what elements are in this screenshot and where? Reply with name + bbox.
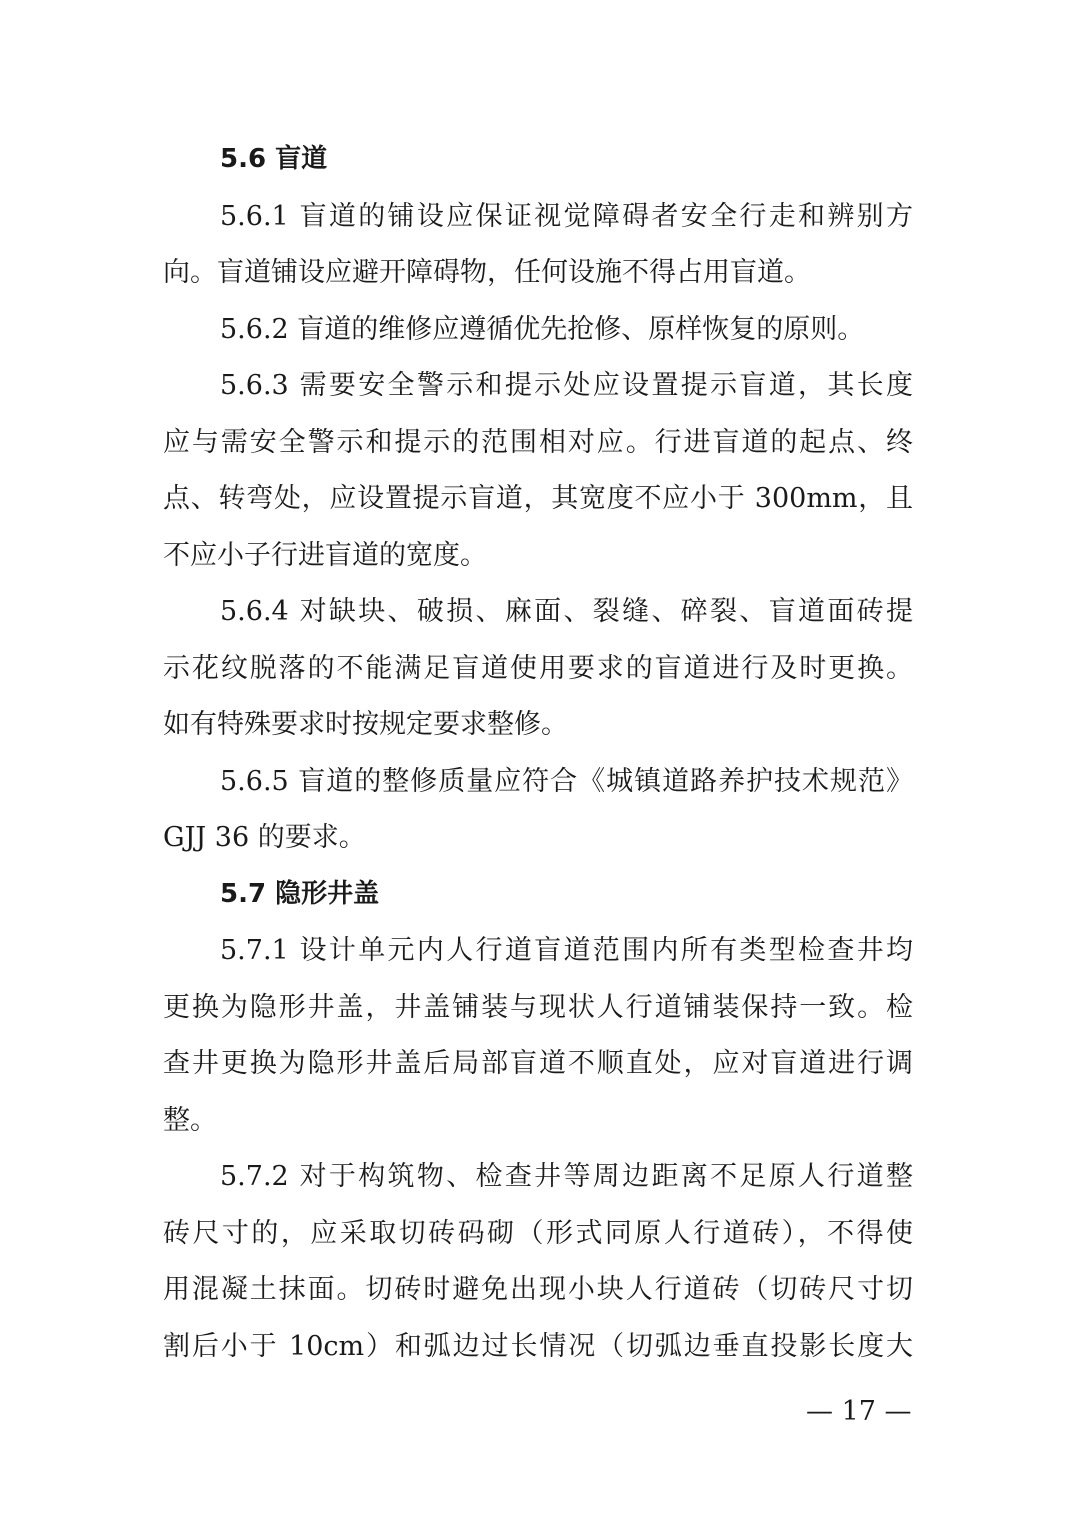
paragraph-line: 点、转弯处，应设置提示盲道，其宽度不应小于 300mm，且 bbox=[163, 483, 913, 514]
paragraph-line: 不应小子行进盲道的宽度。 bbox=[163, 539, 487, 571]
paragraph-line: 如有特殊要求时按规定要求整修。 bbox=[163, 709, 568, 740]
paragraph-line: 更换为隐形井盖，井盖铺装与现状人行道铺装保持一致。检 bbox=[163, 991, 913, 1023]
paragraph-line: 5.7.1 设计单元内人行道盲道范围内所有类型检查井均 bbox=[220, 935, 913, 966]
paragraph-line: 砖尺寸的，应采取切砖码砌（形式同原人行道砖），不得使 bbox=[163, 1217, 913, 1249]
paragraph-line: 用混凝土抹面。切砖时避免出现小块人行道砖（切砖尺寸切 bbox=[163, 1274, 913, 1305]
paragraph-line: 5.6.3 需要安全警示和提示处应设置提示盲道，其长度 bbox=[220, 370, 913, 401]
paragraph-line: 整。 bbox=[163, 1104, 217, 1136]
paragraph-line: 查井更换为隐形井盖后局部盲道不顺直处，应对盲道进行调 bbox=[163, 1048, 913, 1079]
section-heading: 5.6 盲道 bbox=[220, 144, 328, 174]
paragraph-line: 应与需安全警示和提示的范围相对应。行进盲道的起点、终 bbox=[163, 426, 913, 458]
paragraph-line: 5.6.5 盲道的整修质量应符合《城镇道路养护技术规范》 bbox=[220, 765, 913, 797]
document-body bbox=[163, 138, 913, 1381]
paragraph-line: 割后小于 10cm）和弧边过长情况（切弧边垂直投影长度大 bbox=[163, 1330, 913, 1362]
paragraph-line: 示花纹脱落的不能满足盲道使用要求的盲道进行及时更换。 bbox=[163, 652, 913, 684]
paragraph-line: 5.7.2 对于构筑物、检查井等周边距离不足原人行道整 bbox=[220, 1161, 913, 1192]
paragraph-line: 向。盲道铺设应避开障碍物，任何设施不得占用盲道。 bbox=[163, 257, 811, 288]
paragraph-line: 5.6.2 盲道的维修应遵循优先抢修、原样恢复的原则。 bbox=[220, 313, 865, 345]
paragraph-line: 5.6.4 对缺块、破损、麻面、裂缝、碎裂、盲道面砖提 bbox=[220, 596, 913, 627]
paragraph-line: 5.6.1 盲道的铺设应保证视觉障碍者安全行走和辨别方 bbox=[220, 200, 913, 232]
paragraph-line: GJJ 36 的要求。 bbox=[163, 822, 366, 853]
page-number: — 17 — bbox=[806, 1396, 912, 1427]
section-heading: 5.7 隐形井盖 bbox=[220, 878, 380, 909]
